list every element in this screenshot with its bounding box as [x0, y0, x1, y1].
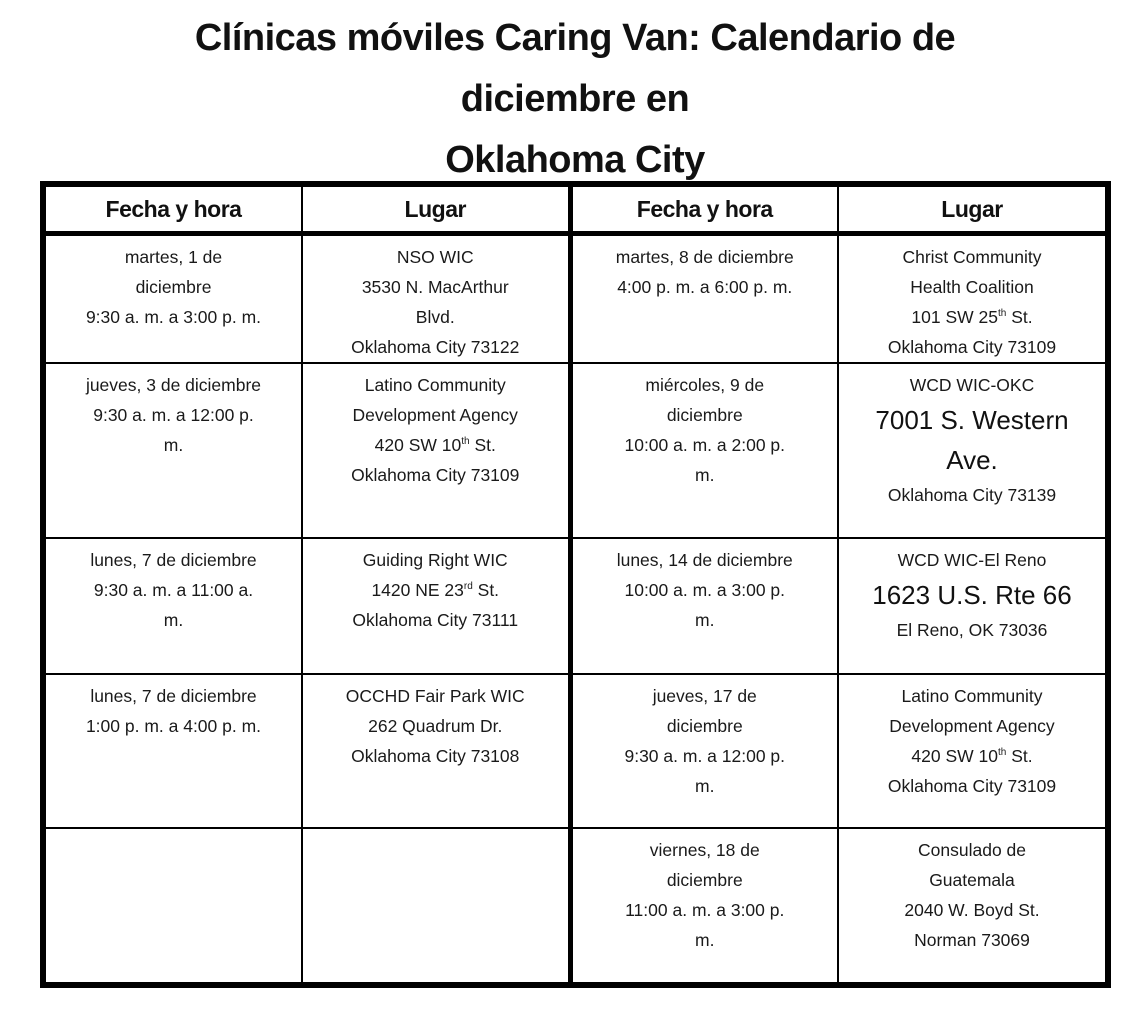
page-title — [0, 8, 1139, 191]
place-cell: Latino Community Development Agency 420 SW 10th St. Oklahoma City 73109 — [302, 363, 570, 538]
date-cell: lunes, 7 de diciembre 9:30 a. m. a 11:00 a. m. — [46, 538, 302, 674]
place-cell: Christ Community Health Coalition 101 SW 25th St. Oklahoma City 73109 — [838, 234, 1105, 364]
date-cell: lunes, 14 de diciembre 10:00 a. m. a 3:00 p. m. — [570, 538, 838, 674]
place-cell: Consulado de Guatemala 2040 W. Boyd St. Norman 73069 — [838, 828, 1105, 986]
table-row — [46, 234, 1105, 364]
place-cell: NSO WIC 3530 N. MacArthur Blvd. Oklahoma City 73122 — [302, 234, 570, 364]
title-line-1: Clínicas móviles Caring Van: Calendario de — [194, 17, 956, 59]
table-row — [46, 828, 1105, 986]
place-cell: Guiding Right WIC 1420 NE 23rd St. Oklahoma City 73111 — [302, 538, 570, 674]
date-cell: martes, 8 de diciembre 4:00 p. m. a 6:00 p. m. — [570, 234, 838, 364]
table-row — [46, 538, 1105, 674]
table-row — [46, 363, 1105, 538]
place-cell: Latino Community Development Agency 420 SW 10th St. Oklahoma City 73109 — [838, 674, 1105, 828]
header-fecha-right: Fecha y hora — [570, 187, 838, 234]
header-row — [46, 187, 1105, 234]
date-cell: martes, 1 de diciembre 9:30 a. m. a 3:00 p. m. — [46, 234, 302, 364]
schedule-table — [40, 181, 1111, 988]
header-lugar-left: Lugar — [302, 187, 570, 234]
place-cell: WCD WIC-OKC 7001 S. Western Ave. Oklahoma City 73139 — [838, 363, 1105, 538]
title-line-3: Oklahoma City — [445, 139, 705, 181]
header-lugar-right: Lugar — [838, 187, 1105, 234]
date-cell: viernes, 18 de diciembre 11:00 a. m. a 3:00 p. m. — [570, 828, 838, 986]
header-fecha-left: Fecha y hora — [46, 187, 302, 234]
date-cell: miércoles, 9 de diciembre 10:00 a. m. a 2:00 p. m. — [570, 363, 838, 538]
date-cell: jueves, 17 de diciembre 9:30 a. m. a 12:00 p. m. — [570, 674, 838, 828]
place-cell: WCD WIC-El Reno 1623 U.S. Rte 66 El Reno, OK 73036 — [838, 538, 1105, 674]
date-cell: jueves, 3 de diciembre 9:30 a. m. a 12:00 p. m. — [46, 363, 302, 538]
title-line-2: diciembre en — [460, 78, 690, 120]
table-row — [46, 674, 1105, 828]
place-cell: OCCHD Fair Park WIC 262 Quadrum Dr. Oklahoma City 73108 — [302, 674, 570, 828]
date-cell: lunes, 7 de diciembre 1:00 p. m. a 4:00 p. m. — [46, 674, 302, 828]
date-cell-empty — [46, 828, 302, 986]
place-cell-empty — [302, 828, 570, 986]
